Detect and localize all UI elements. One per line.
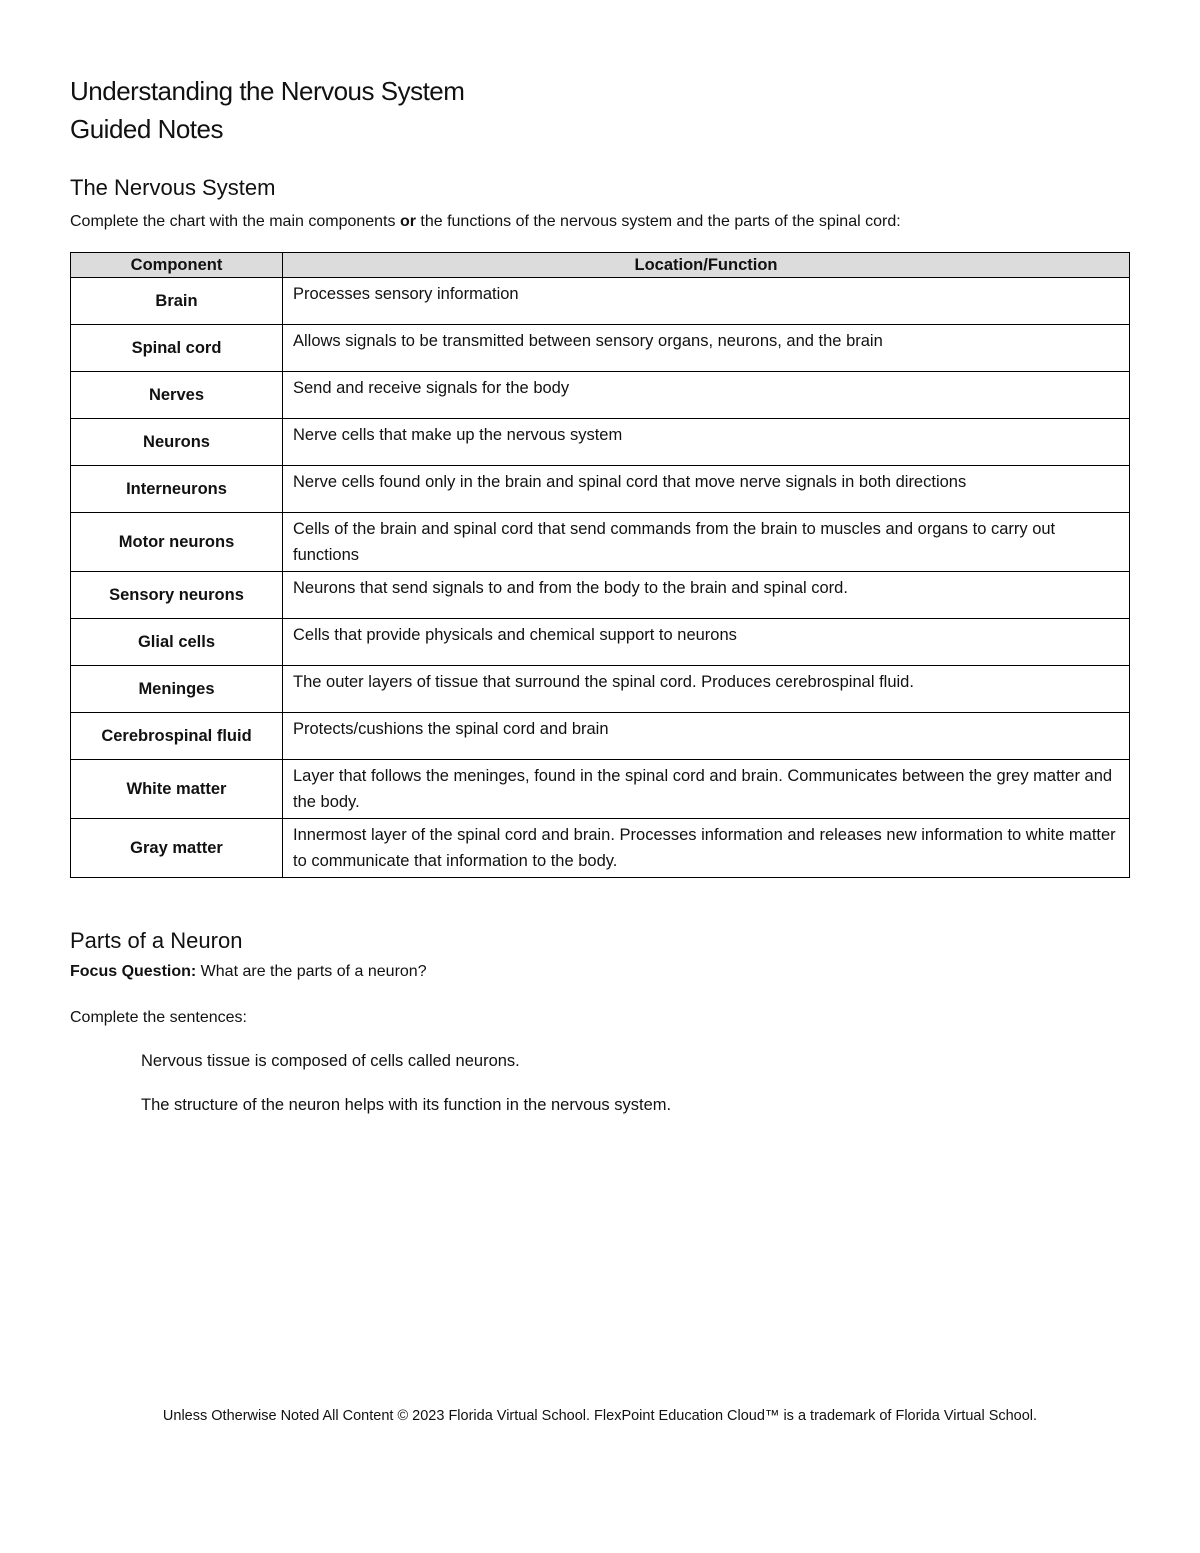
- table-header-row: [71, 253, 1130, 278]
- page-subtitle: Guided Notes: [70, 114, 223, 144]
- component-cell: White matter: [71, 760, 283, 819]
- table-row: [71, 713, 1130, 760]
- table-row: [71, 513, 1130, 572]
- function-cell: Layer that follows the meninges, found in the spinal cord and brain. Communicates between the grey matter and the body.: [283, 760, 1130, 819]
- instruction-emphasis: or: [399, 213, 416, 230]
- table-row: [71, 666, 1130, 713]
- component-cell: Gray matter: [71, 819, 283, 878]
- instruction-text-start: Complete the chart with the main components: [70, 213, 400, 230]
- table-row: [71, 372, 1130, 419]
- table-row: [71, 760, 1130, 819]
- table-row: [71, 619, 1130, 666]
- function-cell: The outer layers of tissue that surround the spinal cord. Produces cerebrospinal fluid.: [283, 666, 1130, 713]
- complete-sentences-instruction: Complete the sentences:: [70, 1009, 247, 1026]
- function-cell: Neurons that send signals to and from the body to the brain and spinal cord.: [283, 572, 1130, 619]
- function-cell: Nerve cells found only in the brain and spinal cord that move nerve signals in both directions: [283, 466, 1130, 513]
- table-row: [71, 572, 1130, 619]
- column-header-component: Component: [71, 253, 283, 278]
- function-cell: Nerve cells that make up the nervous system: [283, 419, 1130, 466]
- focus-question-label: Focus Question:: [70, 963, 197, 980]
- component-cell: Cerebrospinal fluid: [71, 713, 283, 760]
- table-row: [71, 278, 1130, 325]
- table-row: [71, 466, 1130, 513]
- function-cell: Innermost layer of the spinal cord and brain. Processes information and releases new information to white matter to communicate that information to the body.: [283, 819, 1130, 878]
- function-cell: Cells of the brain and spinal cord that send commands from the brain to muscles and organs to carry out functions: [283, 513, 1130, 572]
- sentence-item: The structure of the neuron helps with its function in the nervous system.: [141, 1096, 672, 1114]
- instruction-text-end: the functions of the nervous system and the parts of the spinal cord:: [415, 213, 901, 230]
- table-row: [71, 325, 1130, 372]
- component-cell: Interneurons: [71, 466, 283, 513]
- focus-question-text: What are the parts of a neuron?: [196, 963, 427, 980]
- component-cell: Glial cells: [71, 619, 283, 666]
- function-cell: Send and receive signals for the body: [283, 372, 1130, 419]
- function-cell: Cells that provide physicals and chemical support to neurons: [283, 619, 1130, 666]
- component-cell: Sensory neurons: [71, 572, 283, 619]
- function-cell: Processes sensory information: [283, 278, 1130, 325]
- component-cell: Neurons: [71, 419, 283, 466]
- component-cell: Motor neurons: [71, 513, 283, 572]
- table-row: [71, 819, 1130, 878]
- focus-question: [70, 963, 427, 981]
- component-cell: Meninges: [71, 666, 283, 713]
- component-cell: Spinal cord: [71, 325, 283, 372]
- copyright-footer: Unless Otherwise Noted All Content © 2023 Florida Virtual School. FlexPoint Education Cloud™ is a trademark of Florida Virtual School.: [162, 1408, 1038, 1424]
- component-cell: Nerves: [71, 372, 283, 419]
- section-heading-neuron-parts: Parts of a Neuron: [70, 928, 243, 953]
- function-cell: Protects/cushions the spinal cord and brain: [283, 713, 1130, 760]
- table-row: [71, 419, 1130, 466]
- column-header-function: Location/Function: [283, 253, 1130, 278]
- component-cell: Brain: [71, 278, 283, 325]
- sentence-item: Nervous tissue is composed of cells called neurons.: [141, 1052, 520, 1070]
- page-title: Understanding the Nervous System: [70, 76, 465, 106]
- chart-instruction: [70, 213, 901, 231]
- components-table: [70, 252, 1130, 878]
- section-heading-nervous-system: The Nervous System: [70, 175, 276, 200]
- function-cell: Allows signals to be transmitted between sensory organs, neurons, and the brain: [283, 325, 1130, 372]
